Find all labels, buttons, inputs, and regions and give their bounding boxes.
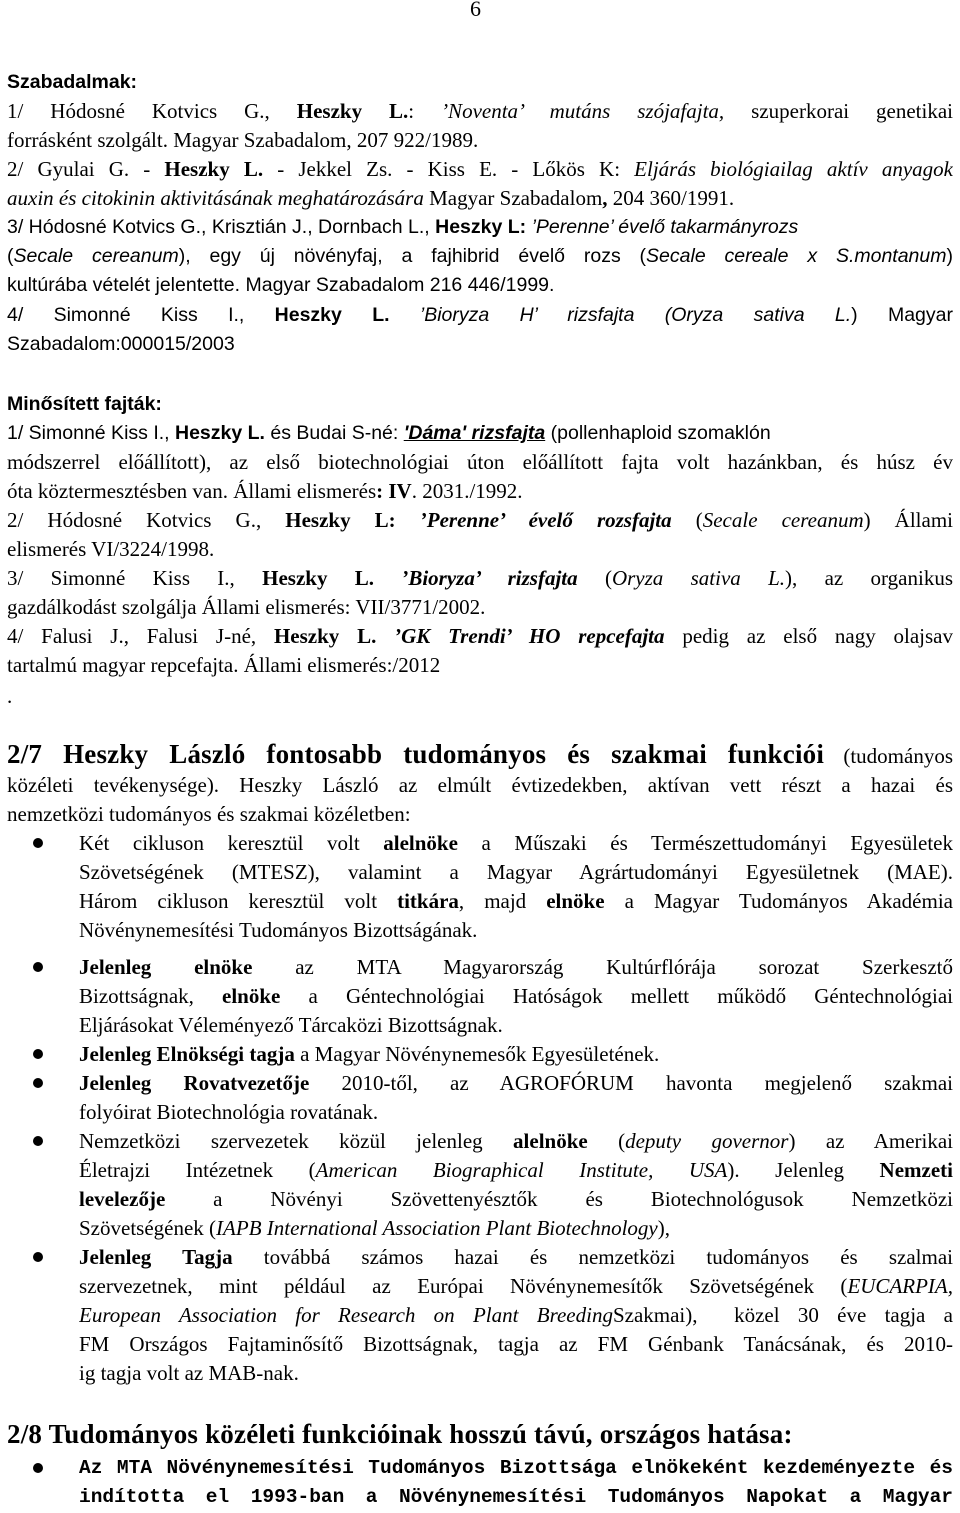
separator-dot: . (7, 684, 13, 708)
section-28-heading: 2/8 Tudományos közéleti funkcióinak hosszú távú, országos hatása: (7, 1419, 793, 1449)
varieties-heading: Minősített fajták: (7, 393, 162, 415)
bullet-icon (33, 838, 43, 848)
variety-1-line-2: módszerrel előállított), az első biotechnológiai úton előállított fajta volt hazánkban, és húsz év (7, 450, 953, 474)
function-5-line-1 (79, 1128, 953, 1154)
patent-1-title: ’Noventa’ mutáns szójafajta, (441, 99, 725, 123)
patent-3-line-3: kultúrába vételét jelentette. Magyar Szabadalom 216 446/1999. (7, 274, 555, 296)
function-5-text-c: Életrajzi Intézetnek ( (79, 1158, 316, 1182)
variety-3-paren: ( (577, 566, 612, 590)
bullet-icon (33, 1252, 43, 1262)
patent-1-author-heszky: Heszky L. (296, 99, 409, 123)
function-1-line-4: Növénynemesítési Tudományos Bizottságának. (79, 918, 478, 942)
variety-2-authors: 2/ Hódosné Kotvics G., (7, 508, 286, 532)
variety-2-title: ’Perenne’ évelő rozsfajta (395, 508, 672, 532)
patent-3-authors: 3/ Hódosné Kotvics G., Krisztián J., Dornbach L., (7, 216, 436, 238)
bullet-icon (33, 1049, 43, 1059)
function-5-english-org: American Biographical Institute, USA (315, 1158, 728, 1182)
variety-1-line-1 (7, 420, 953, 446)
variety-4-line-2: tartalmú magyar repcefajta. Állami elismerés:/2012 (7, 653, 441, 677)
variety-1-recognition-code: : IV (376, 479, 412, 503)
function-1-text-c: a Műszaki és Természettudományi Egyesületek (457, 831, 953, 855)
function-6-text-c: Szakmai), közel 30 éve tagja a (612, 1303, 953, 1327)
page-number: 6 (470, 0, 481, 21)
patent-4-source: ) Magyar (851, 304, 953, 326)
variety-2-line-2: elismerés VI/3224/1998. (7, 537, 215, 561)
variety-3-title: ’Bioryza’ rizsfajta (374, 566, 578, 590)
function-6-line-4: FM Országos Fajtaminősítő Bizottságnak, tagja az FM Génbank Tanácsának, és 2010- (79, 1332, 953, 1356)
section-27-heading-suffix: (tudományos (824, 744, 953, 768)
variety-3-line-1 (7, 565, 953, 591)
patent-3-species-2: Secale cereale x S.montanum (646, 245, 947, 267)
function-5-text-d: ). Jelenleg (727, 1158, 880, 1182)
function-1-text-d: Három cikluson keresztül volt (79, 889, 398, 913)
variety-1-desc: (pollenhaploid szomaklón (545, 422, 771, 444)
variety-4-title: ’GK Trendi’ HO repcefajta (376, 624, 665, 648)
patent-1-desc: szuperkorai genetikai (751, 99, 953, 123)
patent-4-title: ’Bioryza H’ rizsfajta (Oryza sativa L. (389, 304, 852, 326)
function-5-text-f: Szövetségének ( (79, 1216, 217, 1240)
patent-4-authors: 4/ Simonné Kiss I., (7, 304, 275, 326)
patent-2-line-1 (7, 156, 953, 182)
function-6-eucarpia: EUCARPIA, (847, 1274, 953, 1298)
function-1-text-a: Két cikluson keresztül volt (79, 831, 384, 855)
function-5-text-a: Nemzetközi szervezetek közül jelenleg (79, 1129, 514, 1153)
bullet-icon (33, 1078, 43, 1088)
variety-3-author-heszky: Heszky L. (262, 566, 375, 590)
function-5-line-2 (79, 1157, 953, 1183)
variety-2-author-heszky: Heszky L: (285, 508, 396, 532)
function-1-role: alelnöke (383, 831, 458, 855)
function-6-line-5: ig tagja volt az MAB-nak. (79, 1361, 299, 1385)
variety-3-authors: 3/ Simonné Kiss I., (7, 566, 263, 590)
patent-2-authors-a: 2/ Gyulai G. - (7, 157, 165, 181)
function-2-line-2 (79, 983, 953, 1009)
patent-1-colon: : (408, 99, 442, 123)
variety-1-author-heszky: Heszky L. (175, 422, 265, 444)
function-1-line-3 (79, 888, 953, 914)
variety-2-paren: ( (671, 508, 703, 532)
function-5-role-2: Nemzeti (879, 1158, 953, 1182)
bullet-icon (33, 1463, 43, 1473)
patent-2-title: Eljárás biológiailag aktív anyagok (634, 157, 953, 181)
function-3-line-1 (79, 1041, 953, 1067)
variety-1-coauthor: és Budai S-né: (264, 422, 404, 444)
function-6-line-3 (79, 1302, 953, 1328)
patent-3-line-1 (7, 214, 953, 240)
function-6-line-2 (79, 1273, 953, 1299)
patent-4-line-1 (7, 302, 953, 328)
function-5-line-4 (79, 1215, 953, 1241)
function-5-english-org-2: IAPB International Association Plant Biotechnology (216, 1216, 658, 1240)
variety-4-author-heszky: Heszky L. (273, 624, 377, 648)
variety-1-recognition-number: . 2031./1992. (411, 479, 523, 503)
function-4-role: Jelenleg Rovatvezetője (79, 1071, 310, 1095)
function-5-role-3: levelezője (79, 1187, 166, 1211)
section-27-intro-line-1: közéleti tevékenysége). Heszky László az elmúlt évtizedekben, aktívan vett részt a hazai és (7, 773, 953, 797)
patent-2-comma: , (602, 186, 608, 210)
function-2-line-3: Eljárásokat Véleményező Tárcaközi Bizottságnak. (79, 1013, 503, 1037)
section-27-heading-line (7, 738, 953, 775)
function-1-text-e: , majd (458, 889, 547, 913)
function-2-role-2: elnöke (222, 984, 281, 1008)
function-5-line-3 (79, 1186, 953, 1212)
patent-4-author-heszky: Heszky L. (274, 304, 390, 326)
patents-heading: Szabadalmak: (7, 71, 138, 93)
variety-3-species: Oryza sativa L. (611, 566, 786, 590)
function-5-role: alelnöke (513, 1129, 588, 1153)
patent-1-line-1 (7, 98, 953, 124)
variety-1-title: 'Dáma' rizsfajta (403, 422, 546, 444)
patent-4-line-2: Szabadalom:000015/2003 (7, 333, 235, 355)
section-27-intro-line-2: nemzetközi tudományos és szakmai közéletben: (7, 802, 411, 826)
variety-1-line-3 (7, 478, 953, 504)
function-4-text: 2010-től, az AGROFÓRUM havonta megjelenő szakmai (309, 1071, 953, 1095)
bullet-icon (33, 962, 43, 972)
function-3-role: Jelenleg Elnökségi tagja (79, 1042, 295, 1066)
impact-1-line-1: Az MTA Növénynemesítési Tudományos Bizottsága elnökeként kezdeményezte és (79, 1457, 953, 1479)
patent-3-paren-close: ) (946, 245, 953, 267)
variety-2-desc: ) Állami (863, 508, 953, 532)
variety-3-line-2: gazdálkodást szolgálja Állami elismerés: VII/3771/2002. (7, 595, 486, 619)
function-5-text-b: ) az Amerikai (788, 1129, 953, 1153)
function-6-text-b: szervezetnek, mint például az Európai Növénynemesítők Szövetségének ( (79, 1274, 848, 1298)
patent-2-author-heszky: Heszky L. (164, 157, 264, 181)
patent-2-title-cont: auxin és citokinin aktivitásának meghatározására (7, 186, 424, 210)
function-5-paren: ( (587, 1129, 626, 1153)
variety-4-authors: 4/ Falusi J., Falusi J-né, (7, 624, 274, 648)
patent-1-authors: 1/ Hódosné Kotvics G., (7, 99, 297, 123)
variety-2-line-1 (7, 507, 953, 533)
function-1-role-3: elnöke (546, 889, 605, 913)
patent-2-number: 204 360/1991. (607, 186, 735, 210)
function-5-text-e: a Növényi Szövettenyésztők és Biotechnológusok Nemzetközi (165, 1187, 953, 1211)
function-4-line-1 (79, 1070, 953, 1096)
patent-2-line-2 (7, 185, 953, 211)
function-5-text-g: ), (657, 1216, 671, 1240)
impact-1-line-2: indította el 1993-ban a Növénynemesítési Tudományos Napokat a Magyar (79, 1486, 953, 1508)
patent-3-desc: ), egy új növényfaj, a fajhibrid évelő rozs ( (178, 245, 647, 267)
patent-2-authors-b: - Jekkel Zs. - Kiss E. - Lőkös K: (263, 157, 635, 181)
patent-3-species-1: Secale cereanum (13, 245, 179, 267)
function-6-line-1 (79, 1244, 953, 1270)
patent-2-source: Magyar Szabadalom (423, 186, 603, 210)
variety-4-line-1 (7, 623, 953, 649)
function-6-role: Jelenleg Tagja (79, 1245, 233, 1269)
section-27-heading: 2/7 Heszky László fontosabb tudományos és szakmai funkciói (7, 739, 825, 769)
function-2-role: Jelenleg elnöke (79, 955, 253, 979)
function-4-line-2: folyóirat Biotechnológia rovatának. (79, 1100, 379, 1124)
bullet-icon (33, 1136, 43, 1146)
function-2-text: az MTA Magyarország Kultúrflórája sorozat Szerkesztő (252, 955, 953, 979)
variety-2-species: Secale cereanum (702, 508, 864, 532)
patent-3-paren: ( (7, 245, 14, 267)
function-2-text-a: Bizottságnak, (79, 984, 223, 1008)
function-1-line-2: Szövetségének (MTESZ), valamint a Magyar Agrártudományi Egyesületnek (MAE). (79, 860, 953, 884)
variety-1-recognition: óta köztermesztésben van. Állami elismerés (7, 479, 377, 503)
variety-4-desc: pedig az első nagy olajsav (664, 624, 953, 648)
patent-1-line-2: forrásként szolgált. Magyar Szabadalom, 207 922/1989. (7, 128, 479, 152)
variety-1-authors: 1/ Simonné Kiss I., (7, 422, 175, 444)
function-5-english-role: deputy governor (625, 1129, 789, 1153)
function-6-text: továbbá számos hazai és nemzetközi tudományos és szalmai (232, 1245, 953, 1269)
function-2-text-b: a Géntechnológiai Hatóságok mellett működő Géntechnológiai (280, 984, 953, 1008)
function-1-line-1 (79, 830, 953, 856)
function-1-role-2: titkára (397, 889, 459, 913)
function-2-line-1 (79, 954, 953, 980)
function-6-english-org: European Association for Research on Plant Breeding (79, 1303, 613, 1327)
patent-3-author-heszky: Heszky L: (435, 216, 527, 238)
patent-3-title: ’Perenne’ évelő takarmányrozs (526, 216, 799, 238)
function-3-text: a Magyar Növénynemesők Egyesületének. (294, 1042, 660, 1066)
patent-3-line-2 (7, 243, 953, 269)
function-1-text-f: a Magyar Tudományos Akadémia (604, 889, 953, 913)
variety-3-desc: ), az organikus (785, 566, 953, 590)
